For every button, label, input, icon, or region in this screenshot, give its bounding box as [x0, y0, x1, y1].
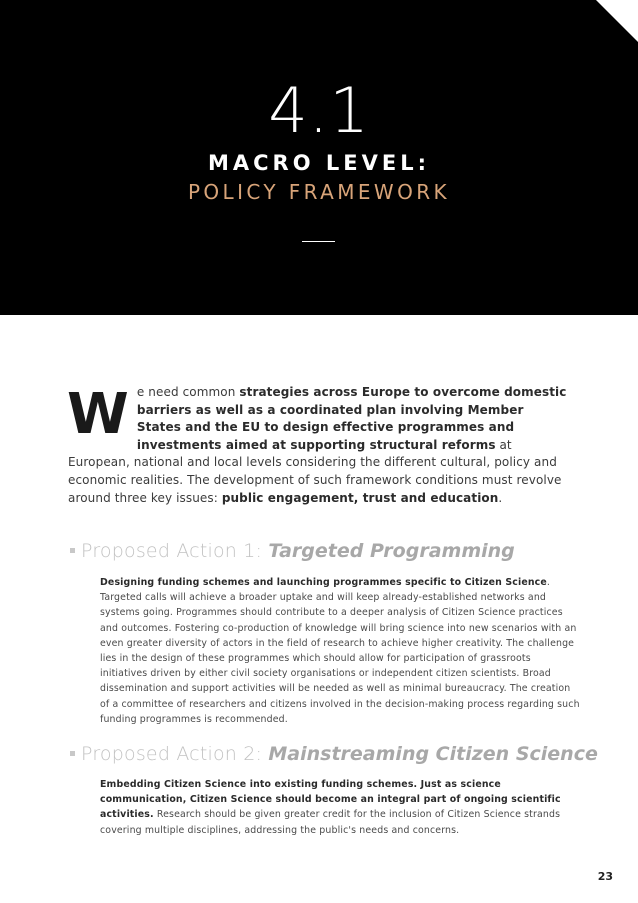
page-number: 23	[597, 870, 613, 883]
action-1-body	[100, 575, 580, 727]
chapter-title: MACRO LEVEL:	[208, 151, 430, 175]
intro-paragraph	[68, 384, 568, 507]
drop-cap: W	[67, 382, 129, 447]
chapter-subtitle: POLICY FRAMEWORK	[187, 180, 451, 204]
action-2-body	[100, 777, 580, 838]
action-title: Mainstreaming Citizen Science	[268, 743, 598, 765]
action-lead: Embedding Citizen Science into existing funding schemes. Just as science communication, Citizen Science should become an integral part of ongoing scientific activities.	[100, 779, 561, 821]
section-number: 4.1	[268, 74, 370, 147]
action-prefix: Proposed Action 1:	[81, 540, 269, 562]
intro-emphasis: strategies across Europe to overcome domestic barriers as well as a coordinated plan involving Member States and the EU to design effective programmes and investments aimed at supporting structural reforms	[136, 385, 567, 452]
action-text: Research should be given greater credit for the inclusion of Citizen Science strands covering multiple disciplines, addressing the public's needs and concerns.	[100, 809, 561, 836]
title-divider	[302, 241, 335, 242]
intro-text: e need common	[136, 385, 240, 399]
intro-key-issues: public engagement, trust and education	[221, 490, 499, 505]
action-1-heading	[70, 540, 630, 562]
action-prefix: Proposed Action 2:	[81, 743, 269, 765]
action-lead: Designing funding schemes and launching programmes specific to Citizen Science	[100, 577, 547, 588]
action-title: Targeted Programming	[268, 540, 515, 562]
bullet-icon	[70, 548, 75, 553]
action-text: . Targeted calls will achieve a broader uptake and will keep already-established networks and systems going. Programmes should contribute to a deeper analysis of Citizen Science practices and outcomes. Fostering co-production of knowledge will bring science into new scenarios with an even greater diversity of actors in the field of research to achieve higher creativity. The challenge lies in the design of these programmes which should allow for participation of grassroots initiatives driven by either civil society organisations or independent citizen scientists. Broad dissemination and support activities will be needed as well as minimal bureaucracy. The creation of a committee of researchers and citizens involved in the decision-making process regarding such funding programmes is recommended.	[100, 577, 580, 725]
folded-corner-icon	[596, 0, 638, 42]
intro-text: at European, national and local levels considering the different cultural, policy and economic realities. The development of such framework conditions must revolve around three key issues:	[68, 437, 562, 505]
action-2-heading	[70, 743, 630, 765]
bullet-icon	[70, 751, 75, 756]
chapter-header	[0, 0, 638, 315]
intro-text: .	[498, 490, 503, 505]
